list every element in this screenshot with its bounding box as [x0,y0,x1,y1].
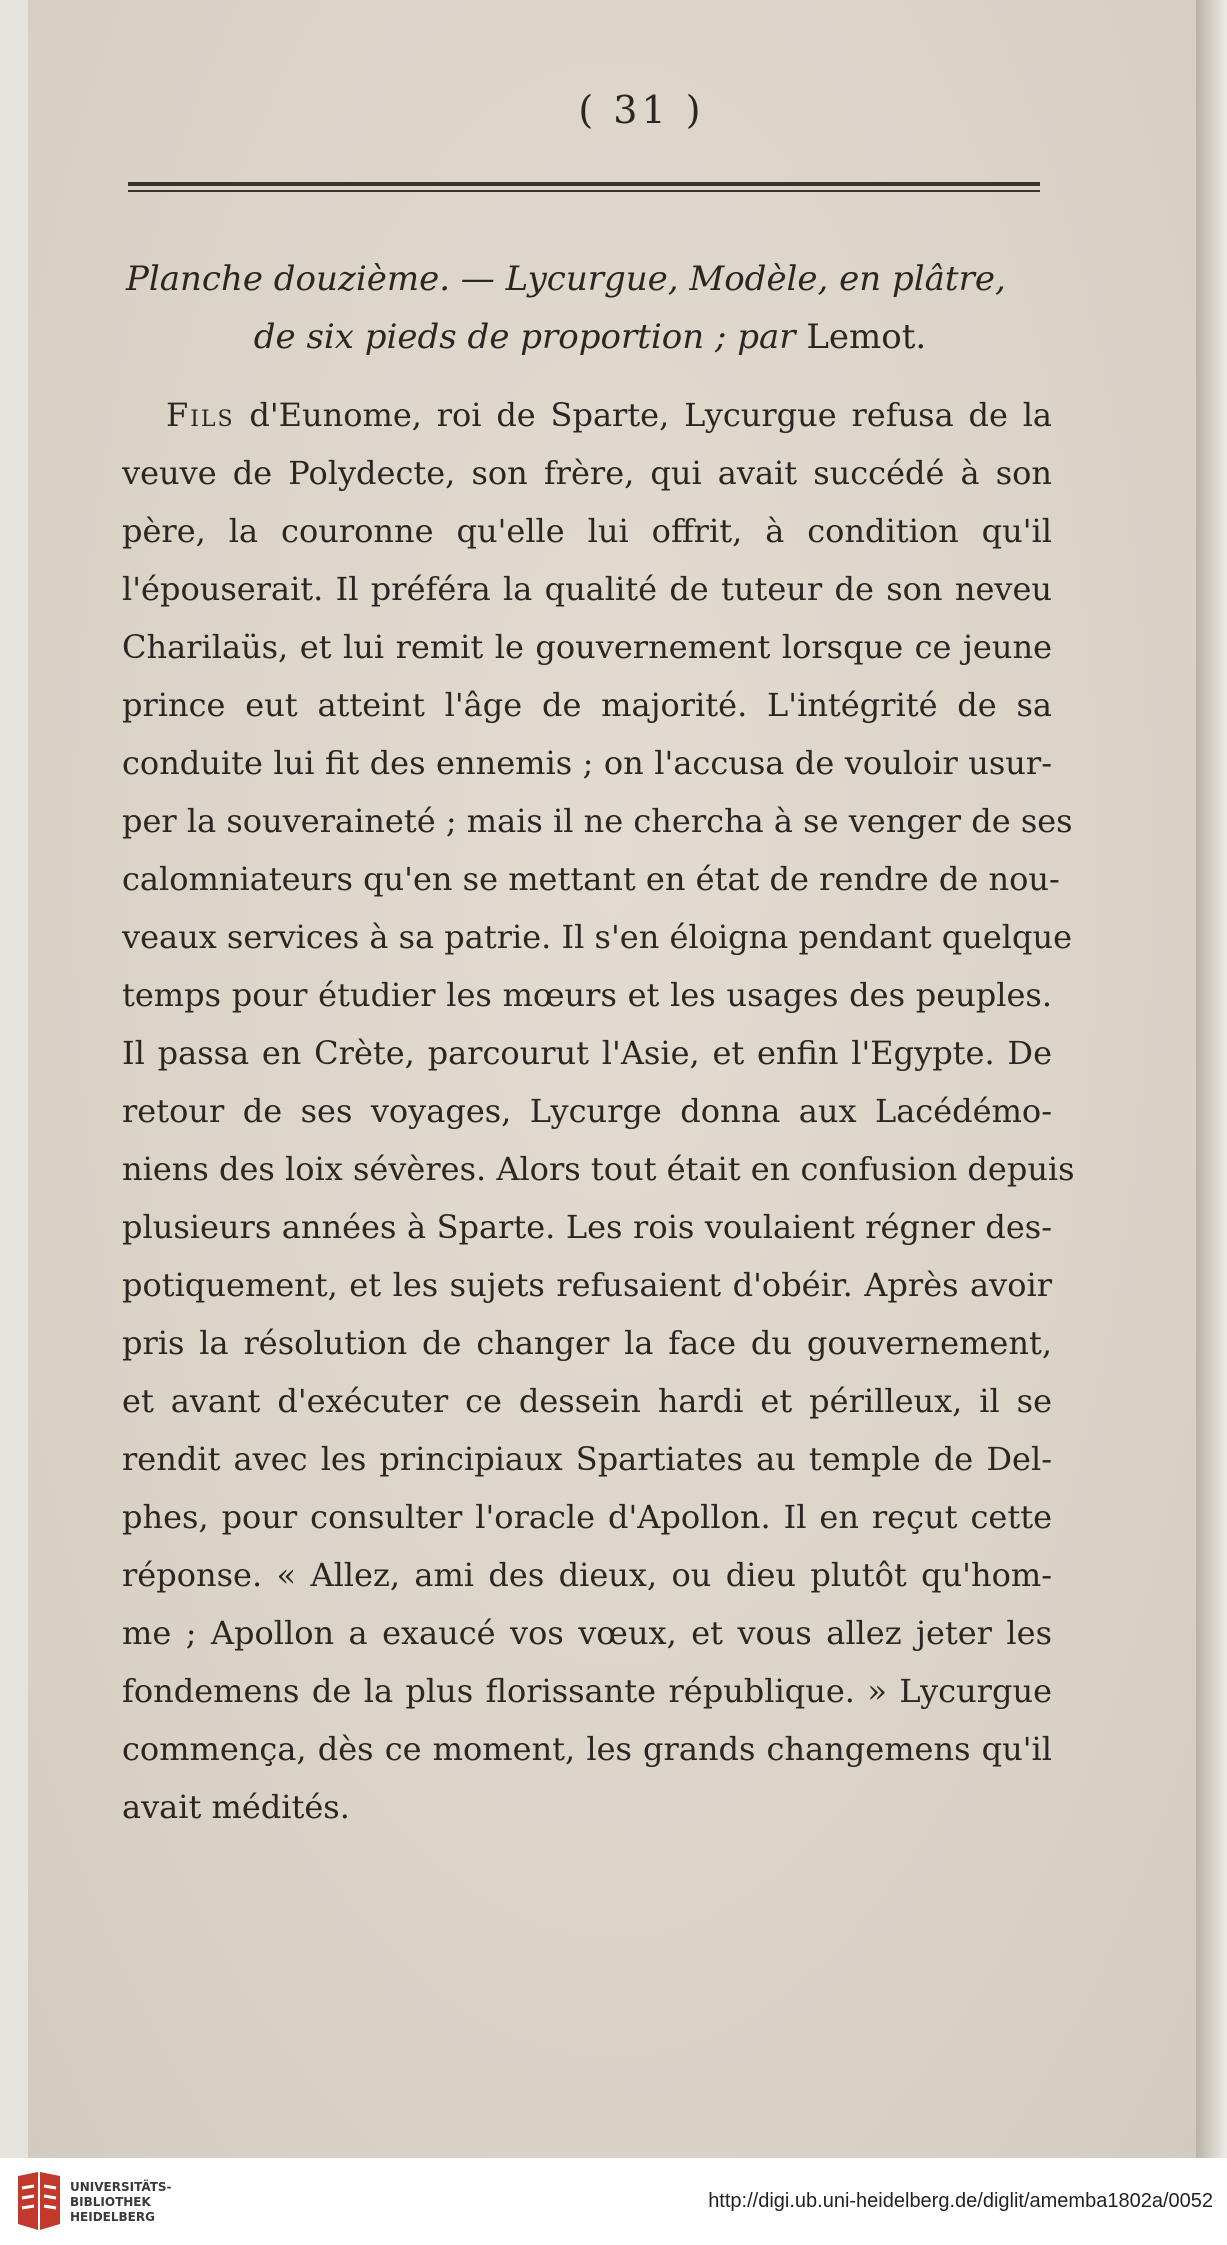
body-line: retour de ses voyages, Lycurge donna aux Lacédémo- [122,1092,1052,1130]
plate-subtitle-text: de six pieds de proportion ; par [253,317,796,357]
body-line: père, la couronne qu'elle lui offrit, à condition qu'il [122,512,1052,550]
body-line: et avant d'exécuter ce dessein hardi et périlleux, il se [122,1382,1052,1420]
viewer-footer [0,2158,1227,2245]
body-line: Charilaüs, et lui remit le gouvernement lorsque ce jeune [122,628,1052,666]
library-name-line2: BIBLIOTHEK [70,2195,151,2209]
body-line: conduite lui fit des ennemis ; on l'accusa de vouloir usur- [122,744,1052,782]
body-line: Il passa en Crète, parcourut l'Asie, et enfin l'Egypte. De [122,1034,1052,1072]
body-line: pris la résolution de changer la face du gouvernement, [122,1324,1052,1362]
body-line: potiquement, et les sujets refusaient d'obéir. Après avoir [122,1266,1052,1304]
plate-title [110,248,1086,310]
library-name [70,2180,172,2225]
body-line: plusieurs années à Sparte. Les rois voulaient régner des- [122,1208,1052,1246]
body-line: rendit avec les principiaux Spartiates au temple de Del- [122,1440,1052,1478]
body-line: réponse. « Allez, ami des dieux, ou dieu plutôt qu'hom- [122,1556,1052,1594]
dropcap-word: Fils [166,396,235,434]
body-line: fondemens de la plus florissante république. » Lycurgue [122,1672,1052,1710]
header-rule [128,182,1040,186]
body-line: veaux services à sa patrie. Il s'en éloigna pendant quelque [122,918,1073,956]
university-library-logo-icon [12,2170,64,2232]
body-line: me ; Apollon a exaucé vos vœux, et vous allez jeter les [122,1614,1052,1652]
page-edge [1196,0,1227,2158]
body-line: l'épouserait. Il préféra la qualité de tuteur de son neveu [122,570,1052,608]
body-paragraph [122,386,1075,1836]
permalink[interactable]: http://digi.ub.uni-heidelberg.de/diglit/amemba1802a/0052 [708,2190,1213,2212]
artist-name: Lemot. [806,317,927,357]
body-line: per la souveraineté ; mais il ne chercha à se venger de ses [122,802,1073,840]
body-line: veuve de Polydecte, son frère, qui avait succédé à son [122,454,1052,492]
body-line: calomniateurs qu'en se mettant en état de rendre de nou- [122,860,1060,898]
body-line: Fils d'Eunome, roi de Sparte, Lycurgue refusa de la [166,396,1052,434]
plate-subtitle [110,306,1070,368]
header-rule-thin [128,190,1040,192]
body-line: avait médités. [122,1788,350,1826]
body-line: prince eut atteint l'âge de majorité. L'intégrité de sa [122,686,1052,724]
body-line: niens des loix sévères. Alors tout était en confusion depuis [122,1150,1075,1188]
page-number: ( 31 ) [578,88,705,132]
body-line: temps pour étudier les mœurs et les usages des peuples. [122,976,1052,1014]
body-line: commença, dès ce moment, les grands changemens qu'il [122,1730,1052,1768]
library-name-line1: UNIVERSITÄTS- [70,2180,172,2194]
body-line: phes, pour consulter l'oracle d'Apollon. Il en reçut cette [122,1498,1052,1536]
library-name-line3: HEIDELBERG [70,2210,155,2224]
plate-title-text: Planche douzième. — Lycurgue, Modèle, en plâtre, [126,259,1006,299]
